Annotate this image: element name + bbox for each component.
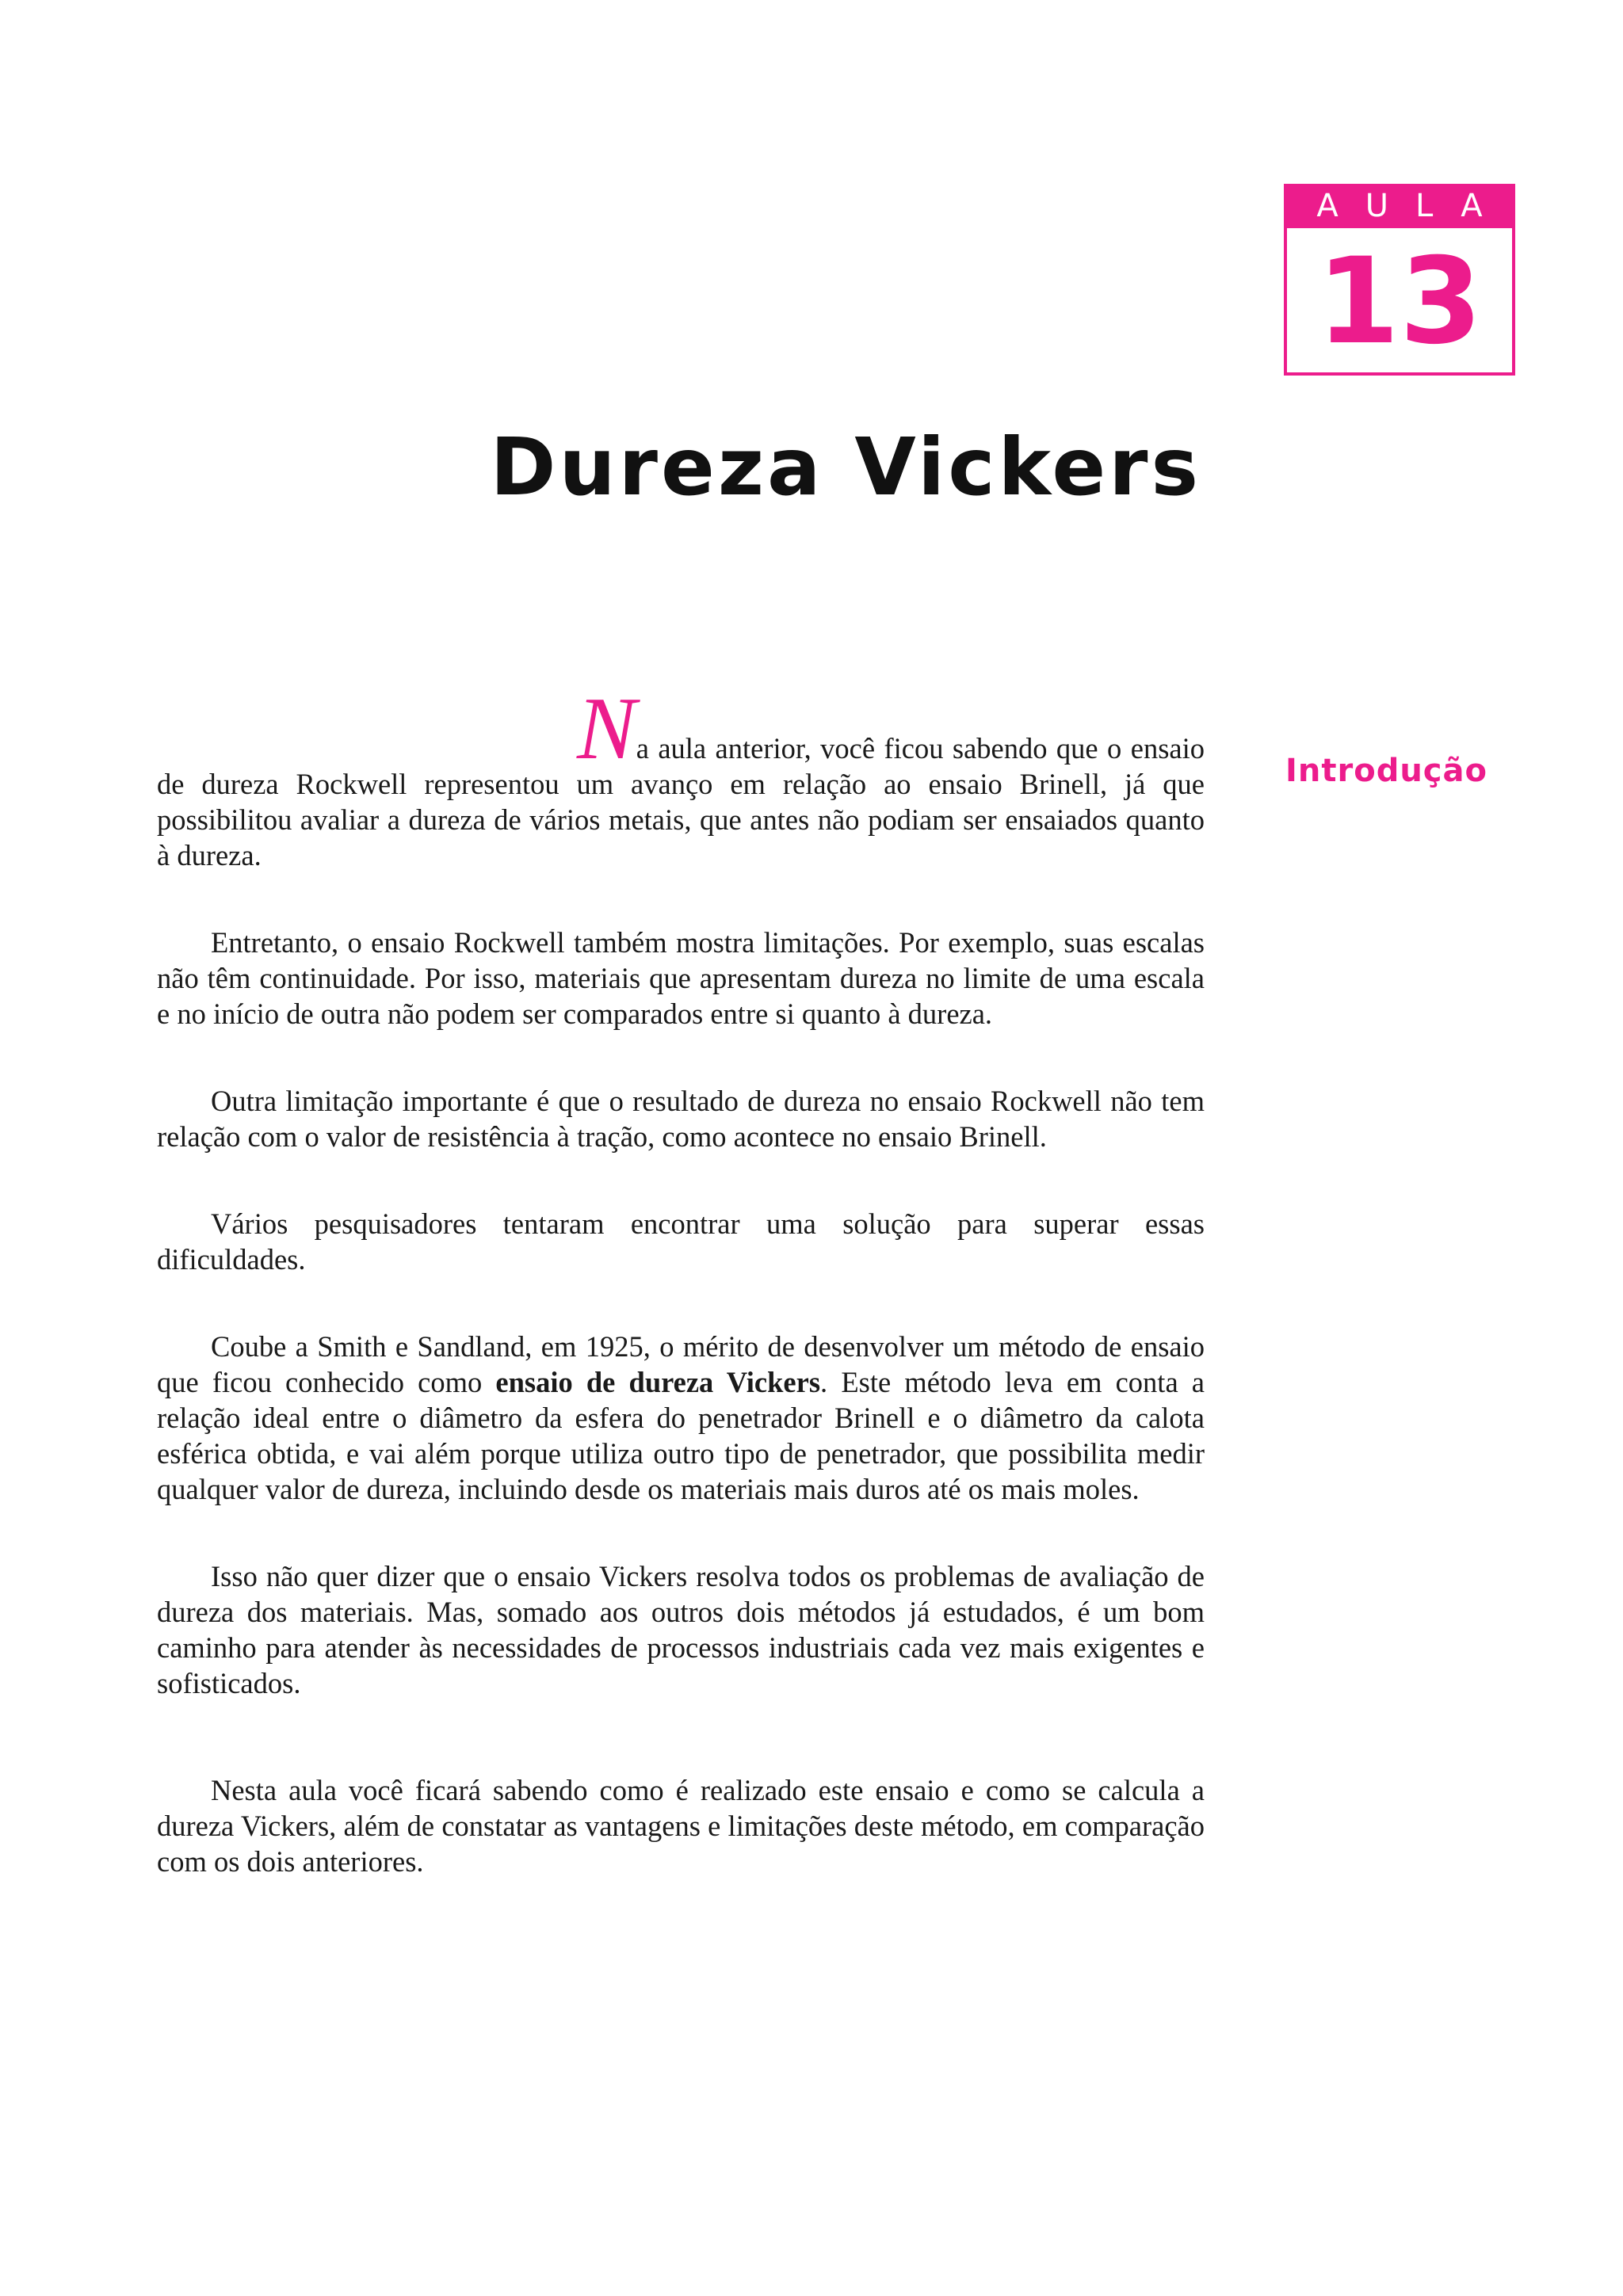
paragraph-vickers-method bbox=[157, 1329, 1205, 1507]
paragraph-intro-text: a aula anterior, você ficou sabendo que o ensaio de dureza Rockwell representou um avanço em relação ao ensaio Brinell, já que possibilitou avaliar a dureza de vários metais, que antes não podiam ser ensaiados quanto à dureza. bbox=[157, 732, 1205, 871]
body-text bbox=[157, 680, 1205, 1931]
lesson-badge bbox=[1284, 184, 1515, 376]
paragraph-vickers-after: . Este método leva em conta a relação ideal entre o diâmetro da esfera do penetrador Brinell e o diâmetro da calota esférica obtida, e vai além porque utiliza outro tipo de penetrador, que possibilita medir qualquer valor de dureza, incluindo desde os materiais mais duros até os mais moles. bbox=[157, 1366, 1205, 1505]
dropcap-letter: N bbox=[577, 680, 636, 778]
paragraph-tensile-relation: Outra limitação importante é que o resultado de dureza no ensaio Rockwell não tem relação com o valor de resistência à tração, como acontece no ensaio Brinell. bbox=[157, 1085, 1205, 1153]
paragraph-vickers-before: Coube a Smith e Sandland, em 1925, o mérito de desenvolver um método de ensaio que ficou conhecido como bbox=[157, 1330, 1205, 1398]
paragraph-researchers: Vários pesquisadores tentaram encontrar uma solução para superar essas dificuldades. bbox=[157, 1207, 1205, 1276]
section-label: Introdução bbox=[1285, 753, 1487, 789]
paragraph-limitations: Entretanto, o ensaio Rockwell também mostra limitações. Por exemplo, suas escalas não têm continuidade. Por isso, materiais que apresentam dureza no limite de uma escala e no início de outra não podem ser comparados entre si quanto à dureza. bbox=[157, 926, 1205, 1030]
vickers-term: ensaio de dureza Vickers bbox=[495, 1366, 821, 1398]
lesson-number: 13 bbox=[1284, 228, 1515, 376]
page-title: Dureza Vickers bbox=[490, 421, 1201, 513]
paragraph-intro bbox=[157, 680, 1205, 873]
lesson-label: AULA bbox=[1284, 184, 1515, 228]
paragraph-not-all-problems: Isso não quer dizer que o ensaio Vickers resolva todos os problemas de avaliação de dureza dos materiais. Mas, somado aos outros dois métodos já estudados, é um bom caminho para atender às necessidades de processos industriais cada vez mais exigentes e sofisticados. bbox=[157, 1560, 1205, 1699]
paragraph-lesson-goal: Nesta aula você ficará sabendo como é realizado este ensaio e como se calcula a dureza Vickers, além de constatar as vantagens e limitações deste método, em comparação com os dois anteriores. bbox=[157, 1774, 1205, 1878]
